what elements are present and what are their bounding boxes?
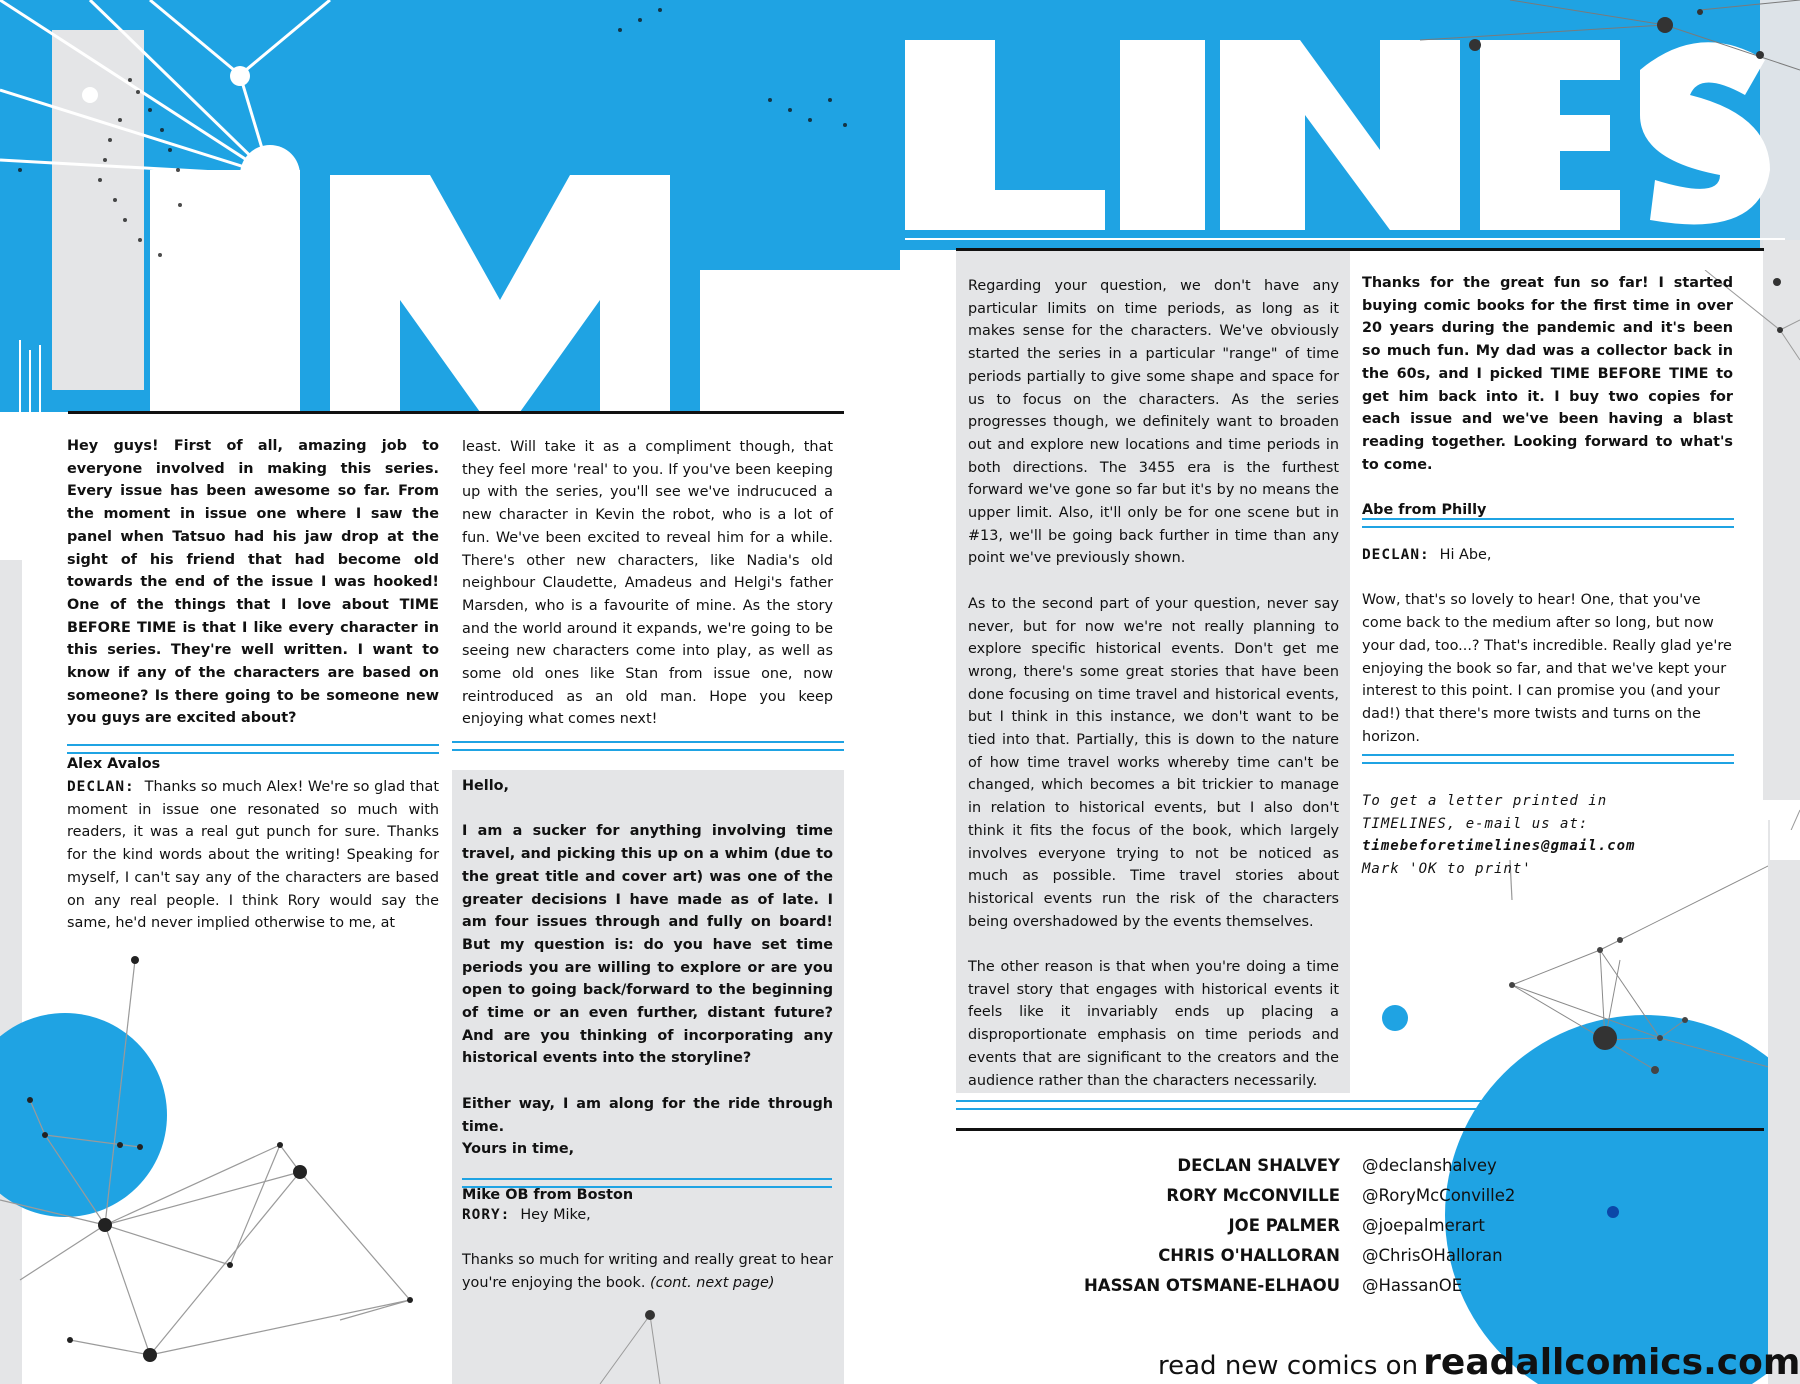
reply-alex-part2	[462, 436, 833, 754]
continued-note: (cont. next page)	[649, 1275, 775, 1292]
divider-bottom-right	[956, 1128, 1764, 1131]
divider-double	[67, 744, 439, 754]
divider-double	[956, 1100, 1764, 1110]
reply-alex-part1	[67, 776, 439, 958]
social-handle-link[interactable]: @RoryMcConville2	[1362, 1186, 1516, 1205]
reply-alex-text: Thanks so much Alex! We're so glad that moment in issue one resonated so much with readers, it was a real gut punch for sure. Thanks for the kind words about the writing! Speaking for myself, I can't say any of the characters are based on any real people. I think Rory would say the same, he'd never implied otherwise to me, at	[67, 779, 439, 932]
divider-double	[452, 741, 844, 751]
submission-line: Mark 'OK to print'	[1362, 861, 1532, 878]
letter-mike-greeting: Hello,	[462, 778, 510, 794]
credit-name: RORY McCONVILLE	[1166, 1186, 1340, 1205]
letter-abe-body: Thanks for the great fun so far! I started buying comic books for the first time in over 20 years during the pandemic and it's been so much fun. My dad was a collector back in the 60s, and I picked TIME BEFORE TIME to get him back into it. I buy two copies for each issue and we've been having a blast reading together. Looking forward to what's to come.	[1362, 275, 1733, 473]
submission-line: TIMELINES, e-mail us at:	[1362, 815, 1589, 832]
submission-line: To get a letter printed in	[1362, 793, 1608, 809]
network-decoration-bottom	[560, 1300, 700, 1384]
speaker-label: DECLAN:	[67, 779, 135, 795]
speaker-label: DECLAN:	[1362, 547, 1430, 563]
reply-abe-body: Wow, that's so lovely to hear! One, that you've come back to the medium after so long, but now your dad, too...? That's incredible. Really glad ye're enjoying the book so far, and that we've kept your interest to this point. I can promise you (and your dad!) that there's more twists and turns on the horizon.	[1362, 592, 1732, 745]
social-handle-link[interactable]: @HassanOE	[1362, 1276, 1463, 1295]
reply-mike-body: Thanks so much for writing and really great to hear you're enjoying the book.	[462, 1252, 833, 1292]
credit-name: HASSAN OTSMANE-ELHAOU	[1084, 1276, 1340, 1295]
reply-mike-para: The other reason is that when you're doing a time travel story that engages with historical events it feels like it invariably ends up placing a disproportionate emphasis on time periods and events that are significant to the creators and the audience rather than the characters necessarily.	[968, 959, 1339, 1089]
social-handle-link[interactable]: @joepalmerart	[1362, 1216, 1485, 1235]
reply-mike-para: As to the second part of your question, never say never, but for now we're not really planning to explore specific historical events. Don't get me wrong, there's some great stories that have been done focusing on time travel and historical events, but I think in this instance, we don't want to be tied into that. Partially, this is down to the nature of how time travel works whereby time can't be changed, which becomes a bit trickier to manage in relation to historical events, but I also don't think it fits the focus of the book, which largely involves everyone trying to not be noticed as much as possible. Time travel stories about historical events run the risk of the characters being overshadowed by the events themselves.	[968, 595, 1339, 930]
watermark[interactable]	[1158, 1342, 1800, 1383]
reply-mike-continued	[968, 275, 1339, 1115]
watermark-site: readallcomics.com	[1423, 1342, 1800, 1383]
letter-alex-body: Hey guys! First of all, amazing job to everyone involved in making this series. Every issue has been awesome so far. From the moment in issue one where I saw the panel when Tatsuo had his jaw drop at the sight of his friend that had become old towards the end of the issue I was hooked! One of the things that I love about TIME BEFORE TIME is that I like every character in this series. They're well written. I want to know if any of the characters are based on someone? Is there going to be someone new you guys are excited about?	[67, 438, 439, 727]
submission-info	[1362, 790, 1742, 881]
credit-name: CHRIS O'HALLORAN	[1158, 1246, 1340, 1265]
submission-email: timebeforetimelines@gmail.com	[1362, 838, 1636, 855]
social-handle-link[interactable]: @declanshalvey	[1362, 1156, 1497, 1175]
reply-alex-text-cont: least. Will take it as a compliment though, that they feel more 'real' to you. If you've been keeping up with the series, you'll see we've indrucuced a new character in Kevin the robot, who is a lot of fun. We've been excited to reveal him for a while. There's other new characters, like Nadia's old neighbour Claudette, Amadeus and Helgi's father Marsden, who is a favourite of mine. As the story and the world around it expands, we're going to be seeing new characters come into play, as well as some old ones like Stan from issue one, now reintroduced as an old man. Hope you keep enjoying what comes next!	[462, 439, 833, 728]
reply-abe	[1362, 544, 1733, 771]
credits-names	[1000, 1156, 1340, 1316]
letter-mike-signature: Mike OB from Boston	[462, 1186, 634, 1203]
letter-mike-closing-2: Yours in time,	[462, 1141, 575, 1158]
watermark-prefix: read new comics on	[1158, 1351, 1419, 1381]
letter-mike-body: I am a sucker for anything involving time travel, and picking this up on a whim (due to the great title and cover art) was one of the greater decisions I have made as of late. I am four issues through and fully on board! But my question is: do you have set time periods you are willing to explore or are you open to going back/forward to the beginning of time or an even further, distant future? And are you thinking of incorporating any historical events into the storyline?	[462, 823, 833, 1067]
letter-mike-closing: Either way, I am along for the ride through time.	[462, 1095, 833, 1135]
divider-double	[1362, 518, 1734, 528]
credit-name: JOE PALMER	[1228, 1216, 1340, 1235]
reply-abe-greeting: Hi Abe,	[1439, 547, 1492, 563]
letter-alex-signature: Alex Avalos	[67, 755, 161, 772]
social-handle-link[interactable]: @ChrisOHalloran	[1362, 1246, 1503, 1265]
divider-top-left	[68, 411, 844, 414]
reply-mike-greeting: Hey Mike,	[520, 1207, 591, 1223]
credits-handles	[1362, 1156, 1612, 1316]
credit-name: DECLAN SHALVEY	[1177, 1156, 1340, 1175]
reply-mike-para: Regarding your question, we don't have any particular limits on time periods, as long as it makes sense for the characters. We've obviously started the series in a particular "range" of time periods partially to give some shape and space for us to focus on the characters. As the series progresses though, we definitely want to broaden out and explore new locations and time periods in both directions. The 3455 era is the furthest forward we've gone so far but it's by no means the upper limit. Also, it'll only be for one scene but in #13, we'll be going back further in time than any point we've previously shown.	[968, 278, 1339, 567]
divider-double	[462, 1178, 832, 1188]
letter-abe	[1362, 272, 1733, 544]
letter-mike	[462, 775, 833, 1229]
speaker-label: RORY:	[462, 1207, 511, 1223]
divider-double	[1362, 754, 1734, 764]
letter-abe-signature: Abe from Philly	[1362, 502, 1487, 519]
